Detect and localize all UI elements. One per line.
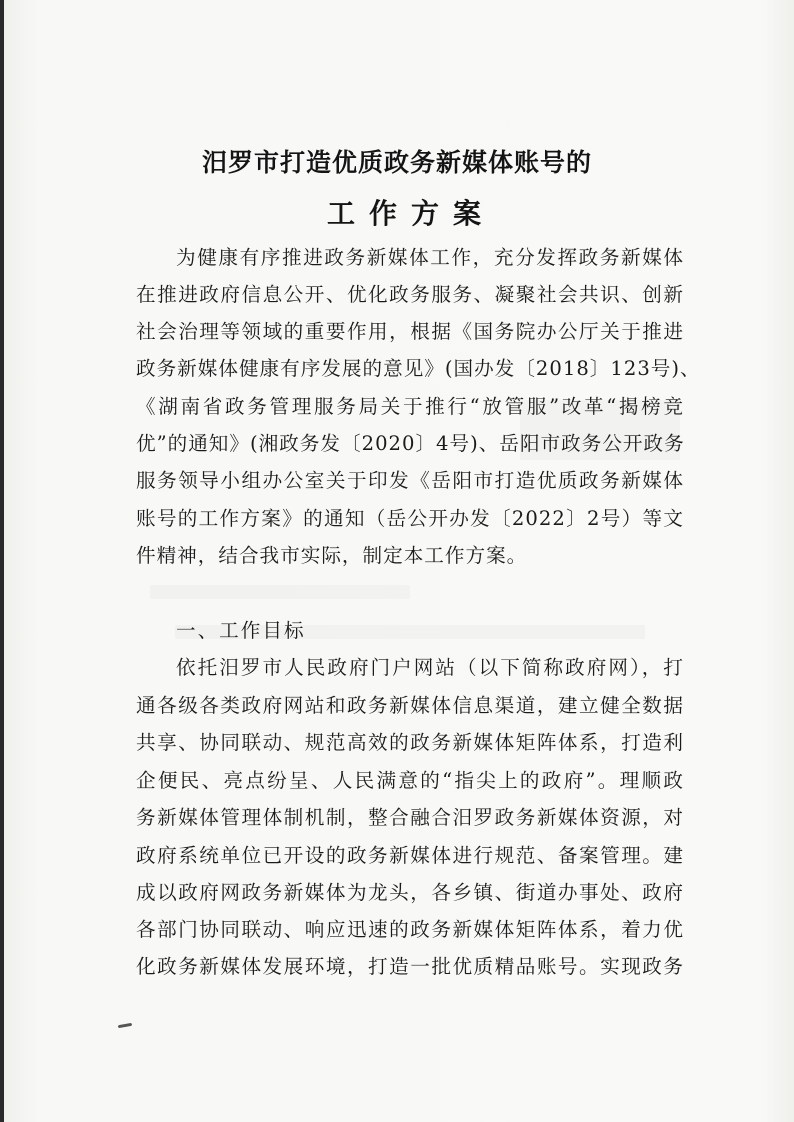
- paragraph-1-line: 件精神，结合我市实际，制定本工作方案。: [136, 544, 528, 567]
- paragraph-1-line: 社会治理等领域的重要作用，根据《国务院办公厅关于推进: [136, 320, 684, 343]
- bleed-through-mark: [150, 585, 410, 599]
- paragraph-1-line: 服务领导小组办公室关于印发《岳阳市打造优质政务新媒体: [136, 469, 684, 492]
- paragraph-2-line: 依托汨罗市人民政府门户网站（以下简称政府网），打: [176, 656, 684, 679]
- paragraph-1-line: 《湖南省政务管理服务局关于推行“放管服”改革“揭榜竞: [136, 395, 684, 418]
- document-title-line-1: 汨罗市打造优质政务新媒体账号的: [201, 148, 592, 177]
- ink-smudge: [118, 1023, 132, 1028]
- paragraph-2-line: 成以政府网政务新媒体为龙头，各乡镇、街道办事处、政府: [136, 881, 684, 904]
- paragraph-1-line: 为健康有序推进政务新媒体工作，充分发挥政务新媒体: [176, 246, 684, 269]
- paragraph-1-line: 在推进政府信息公开、优化政务服务、凝聚社会共识、创新: [136, 283, 684, 306]
- section-heading: 一、工作目标: [176, 619, 306, 642]
- paragraph-2-line: 化政务新媒体发展环境，打造一批优质精品账号。实现政务: [136, 955, 684, 978]
- paragraph-2-line: 各部门协同联动、响应迅速的政务新媒体矩阵体系，着力优: [136, 918, 684, 941]
- paragraph-2-line: 务新媒体管理体制机制，整合融合汨罗政务新媒体资源，对: [136, 806, 684, 829]
- paragraph-2-line: 通各级各类政府网站和政务新媒体信息渠道，建立健全数据: [136, 694, 684, 717]
- paragraph-1-line: 政务新媒体健康有序发展的意见》(国办发〔2018〕123号)、: [136, 357, 701, 380]
- paragraph-1-line: 优”的通知》(湘政务发〔2020〕4号)、岳阳市政务公开政务: [136, 432, 685, 455]
- document-title-line-2: 工作方案: [326, 197, 495, 230]
- paragraph-2-line: 企便民、亮点纷呈、人民满意的“指尖上的政府”。理顺政: [136, 769, 684, 792]
- paragraph-2-line: 政府系统单位已开设的政务新媒体进行规范、备案管理。建: [136, 844, 684, 867]
- paragraph-1-line: 账号的工作方案》的通知（岳公开办发〔2022〕2号）等文: [136, 507, 684, 530]
- paragraph-2-line: 共享、协同联动、规范高效的政务新媒体矩阵体系，打造利: [136, 731, 684, 754]
